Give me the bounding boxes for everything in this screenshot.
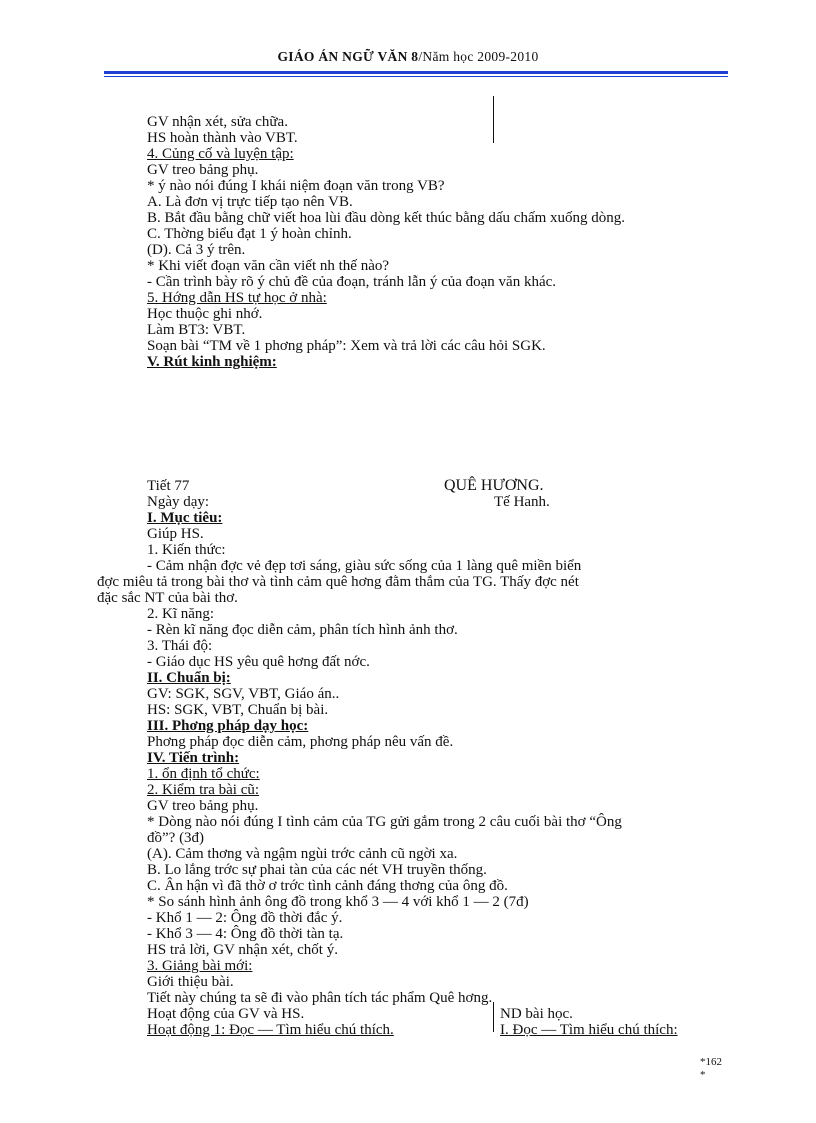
section-heading: 2. Kiểm tra bài cũ: (147, 782, 260, 798)
table-left-header: Hoạt động của GV và HS. (147, 1006, 305, 1022)
text-line: Làm BT3: VBT. (147, 322, 246, 338)
lesson-title: QUÊ HƯƠNG. (444, 477, 544, 494)
section-heading: 5. Hớng dẫn HS tự học ở nhà: (147, 290, 327, 306)
section-heading: I. Mục tiêu: (147, 510, 223, 526)
text-line: (A). Cảm thơng và ngậm ngùi trớc cảnh cũ ngời xa. (147, 846, 458, 862)
table-right-header: ND bài học. (500, 1006, 573, 1022)
poem-author: Tế Hanh. (494, 494, 550, 510)
section-heading: III. Phơng pháp dạy học: (147, 718, 309, 734)
text-line: A. Là đơn vị trực tiếp tạo nên VB. (147, 194, 353, 210)
text-line: đồ”? (3đ) (147, 830, 205, 846)
table-divider-top (493, 96, 494, 143)
text-line: Giới thiệu bài. (147, 974, 234, 990)
table-divider (493, 1002, 494, 1032)
section-heading: IV. Tiến trình: (147, 750, 240, 766)
text-line: GV: SGK, SGV, VBT, Giáo án.. (147, 686, 340, 702)
header-rule-thin (104, 76, 728, 77)
text-line: B. Lo lắng trớc sự phai tàn của các nét VH truyền thống. (147, 862, 487, 878)
text-line: C. Thờng biểu đạt 1 ý hoàn chỉnh. (147, 226, 352, 242)
text-line: * Dòng nào nói đúng I tình cảm của TG gửi gắm trong 2 câu cuối bài thơ “Ông (147, 814, 622, 830)
text-line: Giúp HS. (147, 526, 204, 542)
text-line: Soạn bài “TM về 1 phơng pháp”: Xem và trả lời các câu hỏi SGK. (147, 338, 546, 354)
section-heading: II. Chuẩn bị: (147, 670, 231, 686)
text-line: Học thuộc ghi nhớ. (147, 306, 263, 322)
section-heading: 4. Củng cố và luyện tập: (147, 146, 294, 162)
text-line: 3. Thái độ: (147, 638, 213, 654)
text-line: * Khi viết đoạn văn cần viết nh thế nào? (147, 258, 390, 274)
text-line: Phơng pháp đọc diễn cảm, phơng pháp nêu vấn đề. (147, 734, 454, 750)
text-line: GV nhận xét, sửa chữa. (147, 114, 288, 130)
table-right-row: I. Đọc — Tìm hiểu chú thích: (500, 1022, 678, 1038)
text-line: - Cần trình bày rõ ý chủ đề của đoạn, tránh lẫn ý của đoạn văn khác. (147, 274, 557, 290)
section-heading-rut-kinh-nghiem: V. Rút kinh nghiệm: (147, 354, 277, 370)
text-line: B. Bắt đầu bằng chữ viết hoa lùi đầu dòng kết thúc bằng dấu chấm xuống dòng. (147, 210, 626, 226)
page-number: *162 * (700, 1056, 722, 1081)
text-line: Tiết này chúng ta sẽ đi vào phân tích tác phẩm Quê hơng. (147, 990, 493, 1006)
text-line: * ý nào nói đúng I khái niệm đoạn văn trong VB? (147, 178, 445, 194)
text-line: GV treo bảng phụ. (147, 162, 259, 178)
text-line: C. Ân hận vì đã thờ ơ trớc tình cảnh đáng thơng của ông đồ. (147, 878, 508, 894)
text-line: 2. Kĩ năng: (147, 606, 215, 622)
text-line: 1. Kiến thức: (147, 542, 226, 558)
text-line: HS trả lời, GV nhận xét, chốt ý. (147, 942, 338, 958)
text-line: - Cảm nhận đợc vẻ đẹp tơi sáng, giàu sức sống của 1 làng quê miền biển (147, 558, 582, 574)
text-line: HS hoàn thành vào VBT. (147, 130, 298, 146)
text-line: đặc sắc NT của bài thơ. (97, 590, 238, 606)
text-line: - Khổ 1 — 2: Ông đồ thời đắc ý. (147, 910, 343, 926)
section-heading: 1. ổn định tổ chức: (147, 766, 260, 782)
text-line: * So sánh hình ảnh ông đồ trong khổ 3 — 4 với khổ 1 — 2 (7đ) (147, 894, 529, 910)
text-line: HS: SGK, VBT, Chuẩn bị bài. (147, 702, 329, 718)
text-line: - Rèn kĩ năng đọc diễn cảm, phân tích hình ảnh thơ. (147, 622, 458, 638)
section-heading: 3. Giảng bài mới: (147, 958, 253, 974)
text-line: - Giáo dục HS yêu quê hơng đất nớc. (147, 654, 370, 670)
lesson-period: Tiết 77 (147, 478, 190, 494)
text-line: (D). Cả 3 ý trên. (147, 242, 246, 258)
page-header (0, 49, 816, 65)
text-line: GV treo bảng phụ. (147, 798, 259, 814)
teaching-date: Ngày dạy: (147, 494, 210, 510)
header-title: GIÁO ÁN NGỮ VĂN 8 (277, 49, 419, 64)
table-left-row: Hoạt động 1: Đọc — Tìm hiểu chú thích. (147, 1022, 394, 1038)
text-line: - Khổ 3 — 4: Ông đồ thời tàn tạ. (147, 926, 344, 942)
header-rule-thick (104, 71, 728, 74)
text-line: đợc miêu tả trong bài thơ và tình cảm quê hơng đằm thắm của TG. Thấy đợc nét (97, 574, 579, 590)
header-year: /Năm học 2009-2010 (418, 49, 539, 64)
